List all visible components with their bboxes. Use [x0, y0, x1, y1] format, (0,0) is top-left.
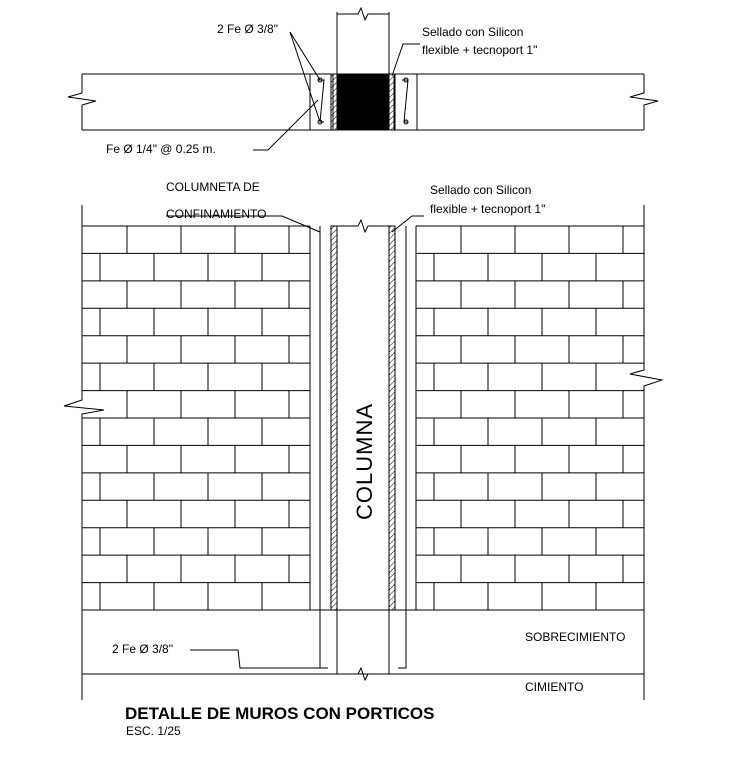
plan-column-section — [337, 74, 389, 130]
elev-seal-label-line2: flexible + tecnoport 1" — [430, 202, 546, 216]
plan-seal-leader — [392, 44, 420, 76]
plan-left-break-line — [68, 74, 96, 130]
elev-seal-leader — [392, 216, 424, 232]
stirrup-label: Fe Ø 1/4" @ 0.25 m. — [106, 142, 216, 156]
top-rebar-label: 2 Fe Ø 3/8" — [217, 22, 278, 36]
plan-view — [68, 8, 658, 150]
elev-right-break-line — [630, 205, 662, 700]
columneta-label-line1: COLUMNETA DE — [166, 180, 260, 194]
plan-right-break-line — [630, 74, 658, 130]
elev-seal-right — [389, 226, 395, 610]
elev-seal-label-line1: Sellado con Silicon — [430, 183, 532, 197]
elev-rebar-right — [398, 226, 406, 668]
elev-rebar-left — [320, 226, 328, 668]
plan-stirrup-left — [318, 80, 324, 122]
column-label: COLUMNA — [352, 402, 377, 520]
cimiento-label: CIMIENTO — [525, 680, 584, 694]
plan-seal-left — [331, 74, 337, 130]
elev-seal-left — [331, 226, 337, 610]
top-seal-label-line1: Sellado con Silicon — [422, 25, 524, 39]
columneta-label-line2: CONFINAMIENTO — [166, 207, 267, 221]
plan-column-break-line — [337, 8, 389, 20]
elev-left-break-line — [64, 205, 104, 700]
plan-rebar-leader-2 — [290, 32, 320, 122]
drawing-title: DETALLE DE MUROS CON PORTICOS — [125, 704, 435, 723]
bottom-rebar-label: 2 Fe Ø 3/8" — [112, 642, 173, 656]
plan-seal-right — [389, 74, 395, 130]
elev-column-top-break — [337, 220, 389, 232]
drawing-scale: ESC. 1/25 — [126, 724, 181, 738]
plan-stirrup-leader — [253, 100, 318, 150]
top-seal-label-line2: flexible + tecnoport 1" — [422, 43, 538, 57]
sobrecimiento-label: SOBRECIMIENTO — [525, 630, 626, 644]
plan-rebar-leader-1 — [290, 32, 320, 80]
bottom-rebar-leader — [190, 650, 320, 668]
plan-stirrup-right — [402, 80, 408, 122]
elev-column-bottom-break — [337, 668, 389, 680]
